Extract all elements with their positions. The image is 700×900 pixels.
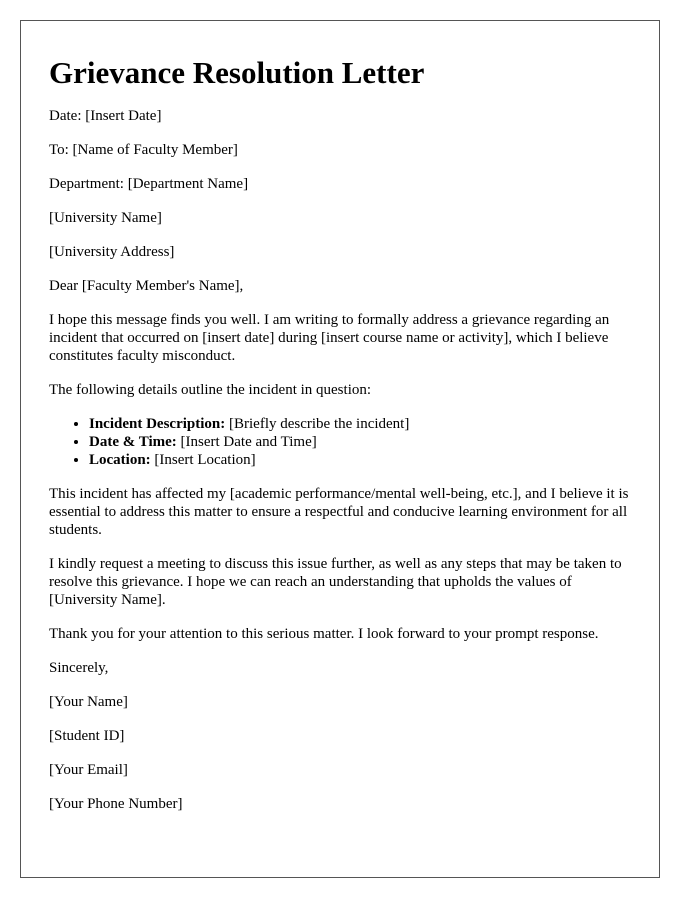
sender-phone: [Your Phone Number]: [49, 796, 183, 812]
date-line: Date: [Insert Date]: [49, 108, 162, 124]
letter-container: [20, 20, 660, 878]
request-paragraph: I kindly request a meeting to discuss this issue further, as well as any steps that may be taken to resolve this grievance. I hope we can reach an understanding that upholds the values of [University Name].: [49, 556, 622, 608]
details-lead: The following details outline the incident in question:: [49, 382, 372, 398]
university-address-line: [University Address]: [49, 244, 175, 260]
university-name-line: [University Name]: [49, 210, 162, 226]
sender-email: [Your Email]: [49, 762, 128, 778]
student-id: [Student ID]: [49, 728, 125, 744]
detail-value: [Insert Date and Time]: [176, 434, 317, 450]
list-item: [89, 415, 631, 433]
list-item: [89, 451, 631, 469]
intro-paragraph: I hope this message finds you well. I am writing to formally address a grievance regarding an incident that occurred on [insert date] during [insert course name or activity], which I believe constitutes faculty misconduct.: [49, 312, 610, 364]
list-item: [89, 433, 631, 451]
detail-label: Location:: [89, 452, 151, 468]
salutation: Dear [Faculty Member's Name],: [49, 278, 244, 294]
sender-name: [Your Name]: [49, 694, 128, 710]
detail-value: [Insert Location]: [150, 452, 256, 468]
thanks-paragraph: Thank you for your attention to this serious matter. I look forward to your prompt response.: [49, 626, 599, 642]
recipient-line: To: [Name of Faculty Member]: [49, 142, 238, 158]
detail-value: [Briefly describe the incident]: [225, 416, 410, 432]
department-line: Department: [Department Name]: [49, 176, 249, 192]
signoff: Sincerely,: [49, 660, 109, 676]
detail-label: Date & Time:: [89, 434, 177, 450]
details-list: [49, 415, 631, 469]
page-title: Grievance Resolution Letter: [49, 55, 425, 90]
detail-label: Incident Description:: [89, 416, 226, 432]
impact-paragraph: This incident has affected my [academic performance/mental well-being, etc.], and I believe it is essential to address this matter to ensure a respectful and conducive learning environment for all students.: [49, 486, 629, 538]
